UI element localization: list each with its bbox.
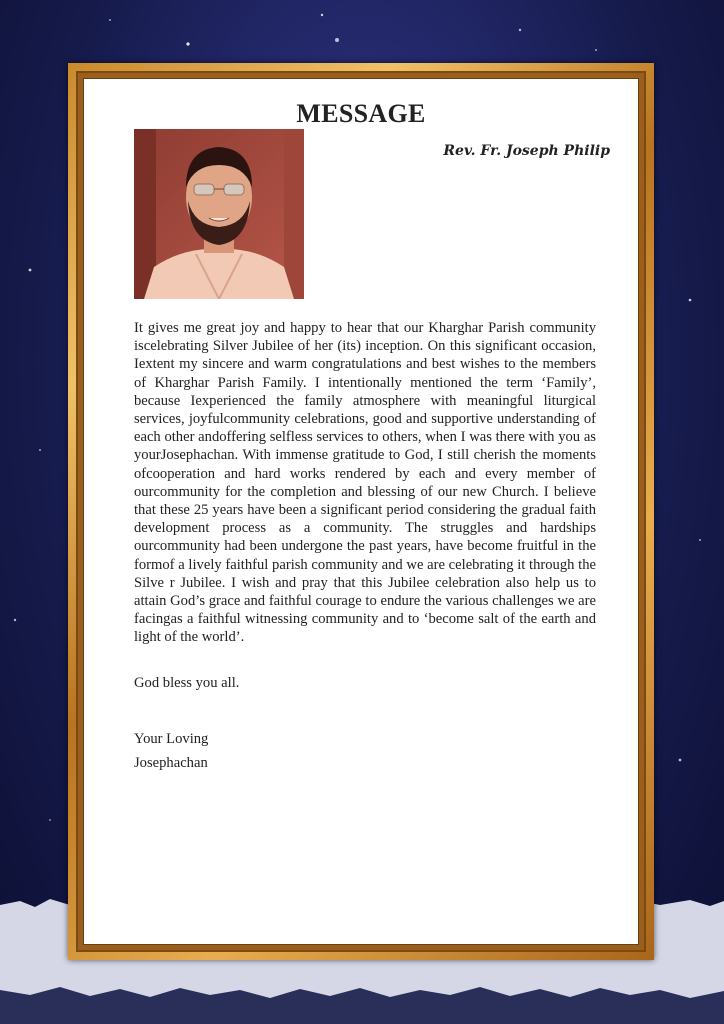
- message-body: [134, 319, 596, 772]
- author-portrait: [134, 129, 304, 299]
- frame-inner-border: [76, 71, 646, 952]
- signature-name: Josephachan: [134, 755, 208, 772]
- closing-line: Your Loving: [134, 730, 209, 747]
- message-paragraph: It gives me great joy and happy to hear that our Kharghar Parish community iscelebrating Silver Jubilee of her (its) inception. On this significant occasion, Iextent my sincere and warm congratulations and best wishes to the members of Kharghar Parish Family. I intentionally mentioned the term ‘Family’, because Iexperienced the family atmosphere with meaningful liturgical services, joyfulcommunity celebrations, good and supportive understanding of each other andoffering selfless services to others, when I was there with you as yourJosephachan. With immense gratitude to God, I still cherish the moments ofcooperation and hard works rendered by each and every member of ourcommunity for the completion and blessing of our new Church. I believe that these 25 years have been a significant period considering the gradual faith development process as a community. The struggles and hardships ourcommunity had been undergone the past years, have become fruitful in the formof a lively faithful parish community and we are celebrating it through the Silve r Jubilee. I wish and pray that this Jubilee celebration also help us to attain God’s grace and faithful courage to endure the various challenges we are facingas a faithful witnessing community and to ‘become salt of the earth and light of the world’.: [134, 320, 596, 646]
- message-page: [83, 78, 639, 945]
- blessing-line: God bless you all.: [134, 674, 240, 691]
- gold-frame: [68, 63, 654, 960]
- page-title: MESSAGE: [296, 99, 426, 128]
- author-name: Rev. Fr. Joseph Philip: [443, 143, 610, 159]
